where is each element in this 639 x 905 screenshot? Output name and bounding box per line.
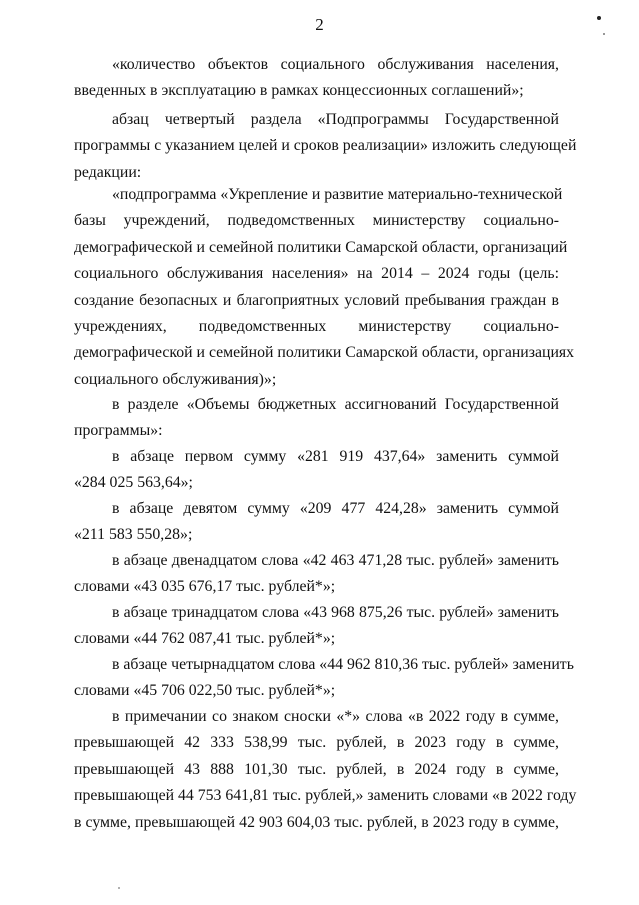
- paragraph-5: [74, 444, 559, 497]
- text-line: демографической и семейной политики Самарской области, организациях: [74, 344, 575, 362]
- text-line: программы»:: [74, 422, 163, 440]
- text-line: «количество объектов социального обслуживания населения,: [112, 56, 559, 73]
- text-line: социального обслуживания)»;: [74, 370, 277, 388]
- text-line: словами «45 706 022,50 тыс. рублей*»;: [74, 682, 336, 700]
- text-line: «211 583 550,28»;: [74, 526, 193, 544]
- text-line: в абзаце первом сумму «281 919 437,64» заменить суммой: [112, 448, 559, 465]
- paragraph-3: [74, 182, 575, 393]
- scan-speck: [118, 887, 120, 889]
- text-line: в абзаце четырнадцатом слова «44 962 810,36 тыс. рублей» заменить: [112, 656, 574, 673]
- text-line: демографической и семейной политики Самарской области, организаций: [74, 238, 568, 256]
- text-line: в абзаце девятом сумму «209 477 424,28» заменить суммой: [112, 500, 559, 517]
- text-line: учреждениях, подведомственных министерству социально-: [74, 318, 559, 336]
- text-line: создание безопасных и благоприятных условий пребывания граждан в: [74, 291, 559, 309]
- scan-speck: [603, 33, 605, 35]
- text-line: «284 025 563,64»;: [74, 474, 193, 492]
- text-line: превышающей 44 753 641,81 тыс. рублей,» заменить словами «в 2022 году: [74, 787, 577, 805]
- paragraph-8: [74, 600, 559, 653]
- text-line: базы учреждений, подведомственных министерству социально-: [74, 212, 559, 230]
- text-line: редакции:: [74, 163, 142, 181]
- text-line: в примечании со знаком сноски «*» слова «в 2022 году в сумме,: [112, 708, 559, 725]
- paragraph-10: [74, 704, 577, 836]
- paragraph-2: [74, 107, 577, 186]
- page-number: 2: [315, 15, 324, 34]
- text-line: словами «44 762 087,41 тыс. рублей*»;: [74, 630, 336, 648]
- text-line: абзац четвертый раздела «Подпрограммы Государственной: [112, 111, 559, 128]
- text-line: в абзаце двенадцатом слова «42 463 471,28 тыс. рублей» заменить: [112, 552, 559, 569]
- text-line: «подпрограмма «Укрепление и развитие материально-технической: [112, 186, 563, 203]
- text-line: в абзаце тринадцатом слова «43 968 875,26 тыс. рублей» заменить: [112, 604, 559, 621]
- paragraph-1: [74, 52, 559, 105]
- text-line: в разделе «Объемы бюджетных ассигнований Государственной: [112, 396, 559, 413]
- text-line: программы с указанием целей и сроков реализации» изложить следующей: [74, 137, 577, 155]
- text-line: введенных в эксплуатацию в рамках концессионных соглашений»;: [74, 82, 524, 100]
- paragraph-7: [74, 548, 559, 601]
- scan-speck: [597, 16, 601, 20]
- text-line: в сумме, превышающей 42 903 604,03 тыс. рублей, в 2023 году в сумме,: [74, 813, 559, 831]
- text-line: превышающей 42 333 538,99 тыс. рублей, в 2023 году в сумме,: [74, 734, 559, 752]
- paragraph-4: [74, 392, 559, 445]
- paragraph-9: [74, 652, 574, 705]
- paragraph-6: [74, 496, 559, 549]
- text-line: превышающей 43 888 101,30 тыс. рублей, в 2024 году в сумме,: [74, 760, 559, 778]
- text-line: словами «43 035 676,17 тыс. рублей*»;: [74, 578, 336, 596]
- text-line: социального обслуживания населения» на 2014 – 2024 годы (цель:: [74, 265, 559, 283]
